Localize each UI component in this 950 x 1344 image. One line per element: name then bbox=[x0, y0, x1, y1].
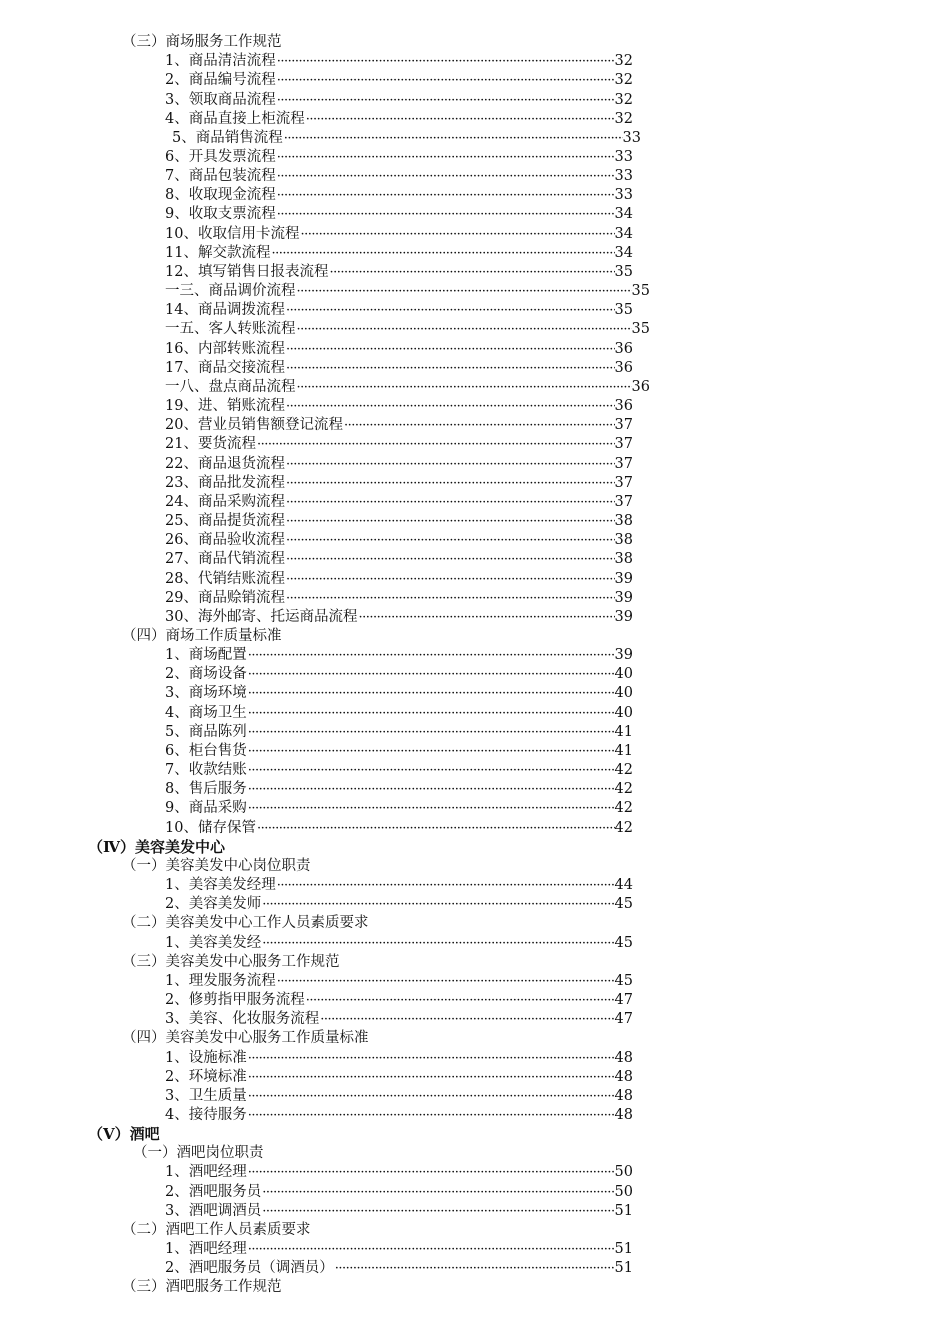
toc-page-number: 47 bbox=[614, 992, 633, 1008]
toc-page-number: 32 bbox=[614, 110, 633, 127]
toc-page-number: 34 bbox=[614, 244, 633, 261]
toc-page-number: 33 bbox=[614, 168, 633, 185]
toc-entry-label: 3、卫生质量 bbox=[165, 1087, 247, 1104]
toc-entry-label: 1、美容美发经 bbox=[165, 934, 262, 951]
toc-page-number: 40 bbox=[614, 666, 633, 683]
toc-entry bbox=[165, 742, 633, 761]
dot-leader bbox=[334, 1259, 615, 1278]
toc-entry-label: 17、商品交接流程 bbox=[165, 359, 285, 376]
toc-subsection-heading bbox=[122, 1221, 311, 1240]
toc-entry bbox=[165, 435, 633, 454]
dot-leader bbox=[328, 263, 614, 282]
dot-leader bbox=[285, 570, 615, 589]
toc-page-number: 51 bbox=[614, 1202, 633, 1219]
toc-entry bbox=[165, 110, 633, 129]
toc-page-number: 45 bbox=[614, 934, 633, 951]
toc-entry-label: （四）美容美发中心服务工作质量标准 bbox=[122, 1030, 369, 1047]
dot-leader bbox=[285, 531, 615, 550]
toc-entry-label: （四）商场工作质量标准 bbox=[122, 628, 282, 644]
toc-entry bbox=[165, 876, 633, 895]
toc-page-number: 48 bbox=[614, 1107, 633, 1123]
dot-leader bbox=[276, 186, 615, 205]
toc-entry-label: 2、修剪指甲服务流程 bbox=[165, 992, 305, 1008]
toc-entry-label: 一三、商品调价流程 bbox=[165, 283, 296, 300]
dot-leader bbox=[247, 684, 615, 703]
dot-leader bbox=[357, 608, 614, 627]
toc-page-number: 39 bbox=[614, 647, 633, 664]
toc-entry-label: （Ⅴ）酒吧 bbox=[88, 1125, 160, 1144]
dot-leader bbox=[285, 493, 615, 512]
toc-entry bbox=[165, 359, 633, 378]
toc-page-number: 42 bbox=[614, 800, 633, 817]
dot-leader bbox=[261, 934, 614, 953]
toc-page-number: 38 bbox=[614, 532, 633, 549]
toc-page-number: 33 bbox=[614, 149, 633, 165]
toc-page-number: 39 bbox=[614, 570, 633, 587]
toc-entry bbox=[165, 167, 633, 186]
toc-entry bbox=[165, 531, 633, 550]
dot-leader bbox=[247, 742, 615, 761]
dot-leader bbox=[299, 225, 614, 244]
toc-entry-label: 1、商品清洁流程 bbox=[165, 53, 276, 70]
toc-entry-label: 14、商品调拨流程 bbox=[165, 302, 285, 319]
toc-entry bbox=[165, 1049, 633, 1068]
dot-leader bbox=[261, 1183, 614, 1202]
toc-entry-label: 3、领取商品流程 bbox=[165, 91, 276, 108]
toc-entry-label: 9、商品采购 bbox=[165, 800, 247, 817]
dot-leader bbox=[247, 1163, 615, 1182]
toc-entry-label: 21、要货流程 bbox=[165, 436, 256, 453]
dot-leader bbox=[247, 723, 615, 742]
toc-page-number: 50 bbox=[614, 1183, 633, 1200]
toc-page-number: 37 bbox=[614, 417, 633, 434]
toc-entry bbox=[165, 512, 633, 531]
toc-page-number: 47 bbox=[614, 1011, 633, 1028]
toc-page-number: 48 bbox=[614, 1068, 633, 1085]
toc-entry bbox=[165, 340, 633, 359]
toc-entry-label: 2、酒吧服务员（调酒员） bbox=[165, 1260, 334, 1277]
toc-page-number: 41 bbox=[614, 742, 633, 759]
toc-entry-label: 10、储存保管 bbox=[165, 819, 256, 836]
dot-leader bbox=[261, 895, 614, 914]
dot-leader bbox=[285, 512, 615, 531]
dot-leader bbox=[276, 876, 615, 895]
dot-leader bbox=[285, 474, 615, 493]
toc-page-number: 32 bbox=[614, 91, 633, 108]
toc-subsection-heading bbox=[122, 953, 340, 972]
toc-entry-label: （三）商场服务工作规范 bbox=[122, 34, 282, 50]
toc-entry-label: 2、商场设备 bbox=[165, 666, 247, 683]
toc-entry bbox=[165, 71, 633, 90]
toc-entry-label: 1、酒吧经理 bbox=[165, 1241, 247, 1258]
toc-page-number: 42 bbox=[614, 781, 633, 798]
toc-page-number: 50 bbox=[614, 1164, 633, 1181]
dot-leader bbox=[319, 1010, 614, 1029]
dot-leader bbox=[247, 1087, 615, 1106]
toc-entry bbox=[165, 244, 633, 263]
toc-entry-label: 16、内部转账流程 bbox=[165, 340, 285, 357]
toc-entry-label: 29、商品赊销流程 bbox=[165, 589, 285, 606]
toc-page-number: 34 bbox=[614, 225, 633, 242]
toc-page-number: 36 bbox=[631, 378, 650, 395]
toc-page-number: 33 bbox=[614, 187, 633, 204]
toc-entry-label: 3、商场环境 bbox=[165, 685, 247, 702]
toc-entry bbox=[165, 991, 633, 1010]
toc-entry bbox=[165, 972, 633, 991]
dot-leader bbox=[343, 416, 615, 435]
toc-entry bbox=[165, 895, 633, 914]
dot-leader bbox=[285, 359, 615, 378]
toc-entry-label: 4、商场卫生 bbox=[165, 704, 247, 721]
toc-page-number: 39 bbox=[614, 608, 633, 625]
dot-leader bbox=[285, 589, 615, 608]
dot-leader bbox=[247, 780, 615, 799]
dot-leader bbox=[247, 665, 615, 684]
dot-leader bbox=[247, 704, 615, 723]
toc-page-number: 35 bbox=[631, 321, 650, 338]
toc-page-number: 33 bbox=[622, 129, 641, 146]
toc-entry-label: 2、环境标准 bbox=[165, 1068, 247, 1085]
toc-entry-label: 9、收取支票流程 bbox=[165, 206, 276, 223]
toc-subsection-heading bbox=[122, 914, 369, 933]
toc-page-number: 39 bbox=[614, 589, 633, 606]
dot-leader bbox=[276, 71, 615, 90]
toc-page-number: 41 bbox=[614, 723, 633, 740]
toc-page-number: 35 bbox=[614, 263, 633, 280]
dot-leader bbox=[285, 340, 615, 359]
toc-entry-label: 一五、客人转账流程 bbox=[165, 321, 296, 338]
toc-entry-label: （Ⅳ）美容美发中心 bbox=[88, 837, 226, 856]
toc-entry bbox=[165, 1068, 633, 1087]
toc-entry-label: 1、美容美发经理 bbox=[165, 877, 276, 893]
toc-entry bbox=[165, 819, 633, 838]
toc-entry-label: 7、商品包装流程 bbox=[165, 168, 276, 185]
toc-entry bbox=[172, 129, 641, 148]
toc-entry bbox=[165, 704, 633, 723]
toc-entry-label: 3、美容、化妆服务流程 bbox=[165, 1011, 320, 1028]
toc-entry-label: 11、解交款流程 bbox=[165, 244, 271, 261]
dot-leader bbox=[261, 1202, 614, 1221]
toc-entry bbox=[165, 1087, 633, 1106]
dot-leader bbox=[285, 455, 615, 474]
toc-page-number: 38 bbox=[614, 513, 633, 529]
toc-entry bbox=[165, 608, 633, 627]
dot-leader bbox=[296, 378, 632, 397]
toc-page-number: 32 bbox=[614, 53, 633, 70]
toc-page-number: 36 bbox=[614, 398, 633, 414]
toc-entry-label: 28、代销结账流程 bbox=[165, 570, 285, 587]
toc-entry bbox=[165, 723, 633, 742]
toc-entry-label: （一）酒吧岗位职责 bbox=[133, 1145, 264, 1162]
toc-entry-label: 1、理发服务流程 bbox=[165, 972, 276, 989]
toc-entry-label: 6、开具发票流程 bbox=[165, 149, 276, 165]
toc-page-number: 36 bbox=[614, 359, 633, 376]
toc-entry-label: 30、海外邮寄、托运商品流程 bbox=[165, 608, 358, 625]
toc-entry bbox=[165, 1010, 633, 1029]
dot-leader bbox=[305, 991, 615, 1010]
dot-leader bbox=[256, 819, 615, 838]
toc-page-number: 32 bbox=[614, 72, 633, 89]
toc-entry bbox=[165, 282, 650, 301]
toc-entry bbox=[165, 1163, 633, 1182]
dot-leader bbox=[276, 972, 615, 991]
toc-entry bbox=[165, 416, 633, 435]
dot-leader bbox=[276, 167, 615, 186]
toc-entry-label: 4、接待服务 bbox=[165, 1107, 247, 1123]
dot-leader bbox=[247, 799, 615, 818]
toc-page-number: 37 bbox=[614, 474, 633, 491]
dot-leader bbox=[247, 1068, 615, 1087]
toc-entry bbox=[165, 1202, 633, 1221]
toc-entry-label: 24、商品采购流程 bbox=[165, 493, 285, 510]
toc-entry-label: （一）美容美发中心岗位职责 bbox=[122, 857, 311, 874]
toc-subsection-heading bbox=[122, 33, 282, 52]
toc-entry-label: 27、商品代销流程 bbox=[165, 551, 285, 568]
toc-entry-label: 19、进、销账流程 bbox=[165, 398, 285, 414]
toc-entry-label: 2、商品编号流程 bbox=[165, 72, 276, 89]
toc-entry-label: （二）美容美发中心工作人员素质要求 bbox=[122, 915, 369, 932]
toc-entry-label: 6、柜台售货 bbox=[165, 742, 247, 759]
toc-entry bbox=[165, 780, 633, 799]
toc-entry-label: 22、商品退货流程 bbox=[165, 455, 285, 472]
toc-entry-label: 10、收取信用卡流程 bbox=[165, 225, 300, 242]
toc-entry bbox=[165, 225, 633, 244]
toc-entry-label: 5、商品陈列 bbox=[165, 723, 247, 740]
dot-leader bbox=[296, 282, 632, 301]
toc-entry bbox=[165, 301, 633, 320]
toc-page-number: 45 bbox=[614, 972, 633, 989]
toc-page-number: 37 bbox=[614, 436, 633, 453]
toc-page-number: 51 bbox=[614, 1241, 633, 1258]
toc-page-number: 35 bbox=[631, 283, 650, 300]
toc-entry bbox=[165, 1106, 633, 1125]
dot-leader bbox=[247, 1049, 615, 1068]
dot-leader bbox=[247, 761, 615, 780]
toc-entry bbox=[165, 1183, 633, 1202]
toc-entry bbox=[165, 320, 650, 339]
toc-page-number: 40 bbox=[614, 685, 633, 702]
toc-entry-label: 23、商品批发流程 bbox=[165, 474, 285, 491]
toc-entry-label: 26、商品验收流程 bbox=[165, 532, 285, 549]
toc-entry bbox=[165, 205, 633, 224]
dot-leader bbox=[283, 129, 623, 148]
toc-page-number: 48 bbox=[614, 1049, 633, 1066]
toc-entry-label: 4、商品直接上柜流程 bbox=[165, 110, 305, 127]
toc-entry-label: 2、酒吧服务员 bbox=[165, 1183, 262, 1200]
toc-entry-label: 2、美容美发师 bbox=[165, 896, 262, 913]
dot-leader bbox=[276, 91, 615, 110]
toc-entry-label: 3、酒吧调酒员 bbox=[165, 1202, 262, 1219]
toc-entry-label: 7、收款结账 bbox=[165, 762, 247, 779]
dot-leader bbox=[247, 1106, 615, 1125]
toc-entry-label: 5、商品销售流程 bbox=[172, 129, 283, 146]
dot-leader bbox=[276, 148, 615, 167]
dot-leader bbox=[247, 1240, 615, 1259]
toc-subsection-heading bbox=[122, 1029, 369, 1048]
toc-entry bbox=[165, 589, 633, 608]
toc-page-number: 36 bbox=[614, 340, 633, 357]
toc-page-number: 37 bbox=[614, 493, 633, 510]
toc-entry-label: 25、商品提货流程 bbox=[165, 513, 285, 529]
toc-page-number: 42 bbox=[614, 762, 633, 779]
toc-entry-label: 12、填写销售日报表流程 bbox=[165, 263, 329, 280]
toc-entry-label: 1、商场配置 bbox=[165, 647, 247, 664]
toc-section-heading bbox=[88, 838, 225, 857]
toc-entry-label: （三）美容美发中心服务工作规范 bbox=[122, 953, 340, 970]
toc-entry bbox=[165, 550, 633, 569]
dot-leader bbox=[276, 205, 615, 224]
toc-entry bbox=[165, 1240, 633, 1259]
toc-entry-label: （三）酒吧服务工作规范 bbox=[122, 1279, 282, 1296]
toc-entry bbox=[165, 761, 633, 780]
toc-page-number: 40 bbox=[614, 704, 633, 721]
toc-entry bbox=[165, 934, 633, 953]
dot-leader bbox=[247, 646, 615, 665]
dot-leader bbox=[276, 52, 615, 71]
toc-entry bbox=[165, 474, 633, 493]
toc-entry bbox=[165, 1259, 633, 1278]
toc-entry-label: 20、营业员销售额登记流程 bbox=[165, 417, 343, 434]
dot-leader bbox=[256, 435, 615, 454]
dot-leader bbox=[305, 110, 615, 129]
toc-entry-label: 8、收取现金流程 bbox=[165, 187, 276, 204]
toc-subsection-heading bbox=[133, 1144, 264, 1163]
toc-entry bbox=[165, 570, 633, 589]
toc-entry bbox=[165, 186, 633, 205]
toc-page-number: 51 bbox=[614, 1260, 633, 1277]
toc-entry-label: 1、酒吧经理 bbox=[165, 1164, 247, 1181]
toc-page-number: 35 bbox=[614, 302, 633, 319]
toc-page-number: 38 bbox=[614, 551, 633, 568]
toc-subsection-heading bbox=[122, 857, 311, 876]
toc-entry bbox=[165, 397, 633, 416]
toc-section-heading bbox=[88, 1125, 160, 1144]
toc-page-number: 42 bbox=[614, 819, 633, 836]
toc-entry bbox=[165, 799, 633, 818]
toc-entry bbox=[165, 263, 633, 282]
toc-entry bbox=[165, 684, 633, 703]
toc-entry-label: （二）酒吧工作人员素质要求 bbox=[122, 1221, 311, 1238]
toc-page-number: 34 bbox=[614, 206, 633, 223]
dot-leader bbox=[296, 320, 632, 339]
toc-page-number: 44 bbox=[614, 877, 633, 893]
toc-entry bbox=[165, 378, 650, 397]
toc-entry-label: 8、售后服务 bbox=[165, 781, 247, 798]
toc-entry bbox=[165, 91, 633, 110]
toc-entry bbox=[165, 493, 633, 512]
dot-leader bbox=[285, 301, 615, 320]
dot-leader bbox=[270, 244, 614, 263]
toc-entry bbox=[165, 665, 633, 684]
dot-leader bbox=[285, 550, 615, 569]
toc-subsection-heading bbox=[122, 1278, 282, 1297]
toc-entry bbox=[165, 646, 633, 665]
toc-page-number: 45 bbox=[614, 896, 633, 913]
toc-subsection-heading bbox=[122, 627, 282, 646]
dot-leader bbox=[285, 397, 615, 416]
toc-page-number: 37 bbox=[614, 455, 633, 472]
toc-entry-label: 1、设施标准 bbox=[165, 1049, 247, 1066]
toc-page-number: 48 bbox=[614, 1087, 633, 1104]
toc-entry bbox=[165, 148, 633, 167]
toc-entry bbox=[165, 52, 633, 71]
toc-entry bbox=[165, 455, 633, 474]
toc-entry-label: 一八、盘点商品流程 bbox=[165, 378, 296, 395]
